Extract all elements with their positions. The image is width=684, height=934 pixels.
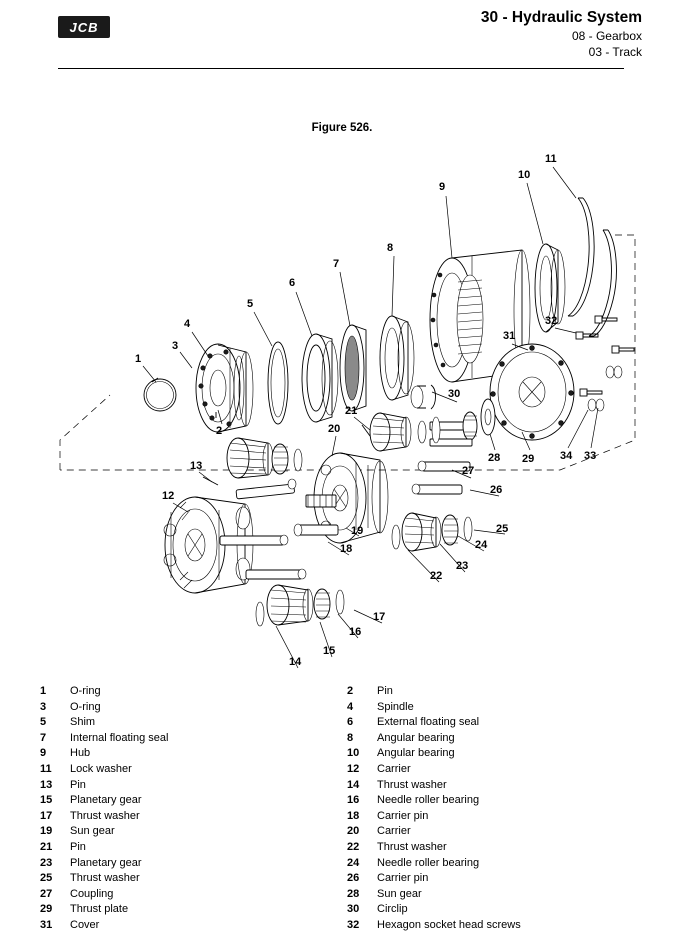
part-label: Needle roller bearing bbox=[377, 856, 480, 869]
part-label: Shim bbox=[70, 716, 96, 729]
part-label: Pin bbox=[70, 778, 86, 791]
svg-text:32: 32 bbox=[545, 315, 558, 327]
part-list-item bbox=[40, 840, 347, 856]
part-number: 5 bbox=[40, 716, 47, 729]
figure-caption: Figure 526. bbox=[311, 122, 373, 134]
svg-text:30: 30 bbox=[448, 388, 461, 400]
part-number: 30 bbox=[347, 903, 360, 916]
part-list-item bbox=[40, 762, 347, 778]
part-18-carrier-pin bbox=[220, 479, 296, 545]
part-label: Pin bbox=[377, 685, 393, 697]
svg-text:8: 8 bbox=[387, 242, 394, 254]
part-number: 4 bbox=[347, 700, 354, 713]
part-label: O-ring bbox=[70, 700, 101, 713]
part-label: Spindle bbox=[377, 700, 414, 713]
part-list-item bbox=[347, 824, 654, 840]
part-list-item bbox=[40, 746, 347, 762]
part-label: Angular bearing bbox=[377, 731, 455, 744]
svg-text:1: 1 bbox=[135, 353, 142, 365]
parts-list bbox=[40, 684, 654, 934]
page-subtitle-1: 08 - Gearbox bbox=[571, 29, 642, 43]
part-list-item bbox=[347, 871, 654, 887]
part-list-item bbox=[347, 793, 654, 809]
part-list-item bbox=[347, 856, 654, 872]
svg-text:4: 4 bbox=[184, 318, 191, 330]
part-label: External floating seal bbox=[377, 716, 480, 729]
svg-text:14: 14 bbox=[289, 656, 302, 668]
part-23-planetary-gear-upper bbox=[370, 413, 440, 451]
part-number: 31 bbox=[40, 918, 53, 931]
part-list-item bbox=[347, 902, 654, 918]
part-number: 12 bbox=[347, 762, 360, 775]
header-titles bbox=[40, 8, 644, 60]
part-label: Circlip bbox=[377, 903, 408, 916]
svg-text:25: 25 bbox=[496, 523, 509, 535]
part-list-item bbox=[40, 856, 347, 872]
svg-text:27: 27 bbox=[462, 465, 475, 477]
part-14-thrust-washer bbox=[256, 602, 264, 626]
part-16-needle-roller-bearing-upper bbox=[272, 444, 302, 474]
svg-text:16: 16 bbox=[349, 626, 362, 638]
svg-text:19: 19 bbox=[351, 525, 364, 537]
part-number: 24 bbox=[347, 856, 360, 869]
part-list-item bbox=[40, 684, 347, 700]
part-26-carrier-pin bbox=[246, 569, 306, 579]
part-label: Coupling bbox=[70, 887, 114, 900]
part-number: 11 bbox=[40, 762, 52, 775]
part-list-item bbox=[40, 731, 347, 747]
part-label: Carrier bbox=[377, 762, 411, 775]
parts-list-right-column bbox=[347, 684, 654, 934]
part-number: 23 bbox=[40, 856, 53, 869]
part-number: 9 bbox=[40, 747, 47, 760]
svg-text:11: 11 bbox=[545, 153, 557, 165]
part-number: 3 bbox=[40, 700, 47, 713]
part-list-item bbox=[40, 793, 347, 809]
svg-text:5: 5 bbox=[247, 298, 254, 310]
part-number: 19 bbox=[40, 825, 53, 838]
page-title: 30 - Hydraulic System bbox=[480, 9, 642, 26]
svg-text:24: 24 bbox=[475, 539, 488, 551]
part-4-spindle bbox=[196, 344, 253, 432]
part-17-thrust-washer bbox=[336, 590, 344, 614]
part-list-item bbox=[347, 762, 654, 778]
part-33-34-washers bbox=[588, 366, 622, 411]
part-list-item bbox=[40, 918, 347, 934]
part-number: 2 bbox=[347, 685, 354, 697]
part-label: Hub bbox=[70, 747, 91, 760]
svg-text:3: 3 bbox=[172, 340, 179, 352]
svg-text:29: 29 bbox=[522, 453, 535, 465]
part-number: 21 bbox=[40, 840, 53, 853]
part-22-thrust-washer bbox=[392, 525, 400, 549]
part-number: 22 bbox=[347, 840, 360, 853]
part-label: Pin bbox=[70, 840, 86, 853]
jcb-logo bbox=[58, 16, 110, 38]
part-23-planetary-gear-lower bbox=[402, 513, 441, 551]
svg-text:31: 31 bbox=[503, 330, 516, 342]
part-label: Needle roller bearing bbox=[377, 794, 480, 807]
part-list-item bbox=[347, 887, 654, 903]
part-31-cover bbox=[490, 344, 574, 440]
part-7-internal-floating-seal bbox=[340, 325, 366, 411]
svg-text:17: 17 bbox=[373, 611, 386, 623]
part-6-external-floating-seal bbox=[302, 334, 338, 422]
part-list-item bbox=[347, 731, 654, 747]
parts-list-left-column bbox=[40, 684, 347, 934]
page-header bbox=[40, 0, 644, 70]
part-number: 6 bbox=[347, 716, 354, 729]
part-label: Thrust washer bbox=[377, 778, 447, 791]
part-list-item bbox=[40, 700, 347, 716]
part-number: 1 bbox=[40, 685, 47, 697]
part-list-item bbox=[347, 778, 654, 794]
part-label: O-ring bbox=[70, 685, 101, 697]
part-label: Planetary gear bbox=[70, 856, 142, 869]
svg-text:34: 34 bbox=[560, 450, 573, 462]
part-label: Thrust plate bbox=[70, 903, 129, 916]
part-list-item bbox=[40, 887, 347, 903]
part-list-item bbox=[40, 809, 347, 825]
svg-text:7: 7 bbox=[333, 258, 340, 270]
part-label: Angular bearing bbox=[377, 747, 455, 760]
part-number: 7 bbox=[40, 731, 47, 744]
svg-text:28: 28 bbox=[488, 452, 501, 464]
svg-text:21: 21 bbox=[345, 405, 358, 417]
part-5-shim bbox=[268, 342, 288, 424]
part-24-needle-roller-bearing bbox=[442, 515, 458, 545]
part-label: Planetary gear bbox=[70, 794, 142, 807]
part-label: Cover bbox=[70, 918, 100, 931]
part-30-circlip bbox=[411, 385, 436, 409]
part-list-item bbox=[347, 684, 654, 700]
svg-text:9: 9 bbox=[439, 181, 446, 193]
part-list-item bbox=[347, 746, 654, 762]
part-list-item bbox=[40, 778, 347, 794]
part-number: 8 bbox=[347, 731, 354, 744]
part-label: Thrust washer bbox=[70, 809, 140, 822]
part-label: Hexagon socket head screws bbox=[377, 918, 521, 931]
part-list-item bbox=[347, 715, 654, 731]
part-label: Internal floating seal bbox=[70, 731, 169, 744]
part-list-item bbox=[40, 902, 347, 918]
part-label: Lock washer bbox=[70, 762, 132, 775]
part-number: 18 bbox=[347, 809, 360, 822]
part-label: Thrust washer bbox=[70, 872, 140, 885]
part-16-needle-roller-bearing-lower bbox=[314, 589, 330, 619]
page-subtitle-2: 03 - Track bbox=[588, 45, 642, 59]
svg-text:22: 22 bbox=[430, 570, 443, 582]
part-number: 17 bbox=[40, 809, 53, 822]
part-number: 16 bbox=[347, 794, 360, 807]
part-label: Carrier pin bbox=[377, 809, 429, 822]
part-number: 14 bbox=[347, 778, 360, 791]
part-list-item bbox=[40, 871, 347, 887]
part-list-item bbox=[347, 918, 654, 934]
part-number: 20 bbox=[347, 825, 360, 838]
part-list-item bbox=[40, 715, 347, 731]
exploded-view-diagram bbox=[40, 140, 644, 680]
svg-text:15: 15 bbox=[323, 645, 336, 657]
svg-text:26: 26 bbox=[490, 484, 503, 496]
part-29-thrust-plate bbox=[481, 399, 495, 435]
svg-text:13: 13 bbox=[190, 460, 203, 472]
part-number: 32 bbox=[347, 918, 360, 931]
part-number: 25 bbox=[40, 872, 53, 885]
svg-text:18: 18 bbox=[340, 543, 353, 555]
part-number: 10 bbox=[347, 747, 360, 760]
part-32-hexagon-socket-head-screws bbox=[576, 316, 634, 396]
part-15-planetary-gear-lower bbox=[267, 585, 313, 625]
part-number: 27 bbox=[40, 887, 53, 900]
part-15-planetary-gear-upper bbox=[227, 438, 273, 478]
part-11-lock-washer bbox=[568, 198, 616, 336]
svg-text:23: 23 bbox=[456, 560, 469, 572]
part-number: 28 bbox=[347, 887, 360, 900]
svg-text:2: 2 bbox=[216, 425, 223, 437]
part-list-item bbox=[40, 824, 347, 840]
part-label: Sun gear bbox=[70, 825, 115, 838]
jcb-logo-text: JCB bbox=[69, 19, 99, 35]
part-label: Thrust washer bbox=[377, 840, 447, 853]
part-list-item bbox=[347, 840, 654, 856]
svg-text:20: 20 bbox=[328, 423, 341, 435]
part-label: Carrier pin bbox=[377, 872, 429, 885]
part-list-item bbox=[347, 809, 654, 825]
part-label: Carrier bbox=[377, 825, 411, 838]
part-label: Sun gear bbox=[377, 887, 422, 900]
part-number: 26 bbox=[347, 872, 360, 885]
part-list-item bbox=[347, 700, 654, 716]
part-25-thrust-washer bbox=[464, 517, 472, 541]
svg-text:10: 10 bbox=[518, 169, 531, 181]
part-1-oring bbox=[144, 378, 176, 411]
part-number: 15 bbox=[40, 794, 53, 807]
svg-text:33: 33 bbox=[584, 450, 597, 462]
part-number: 29 bbox=[40, 903, 53, 916]
part-8-angular-bearing bbox=[380, 316, 414, 400]
part-number: 13 bbox=[40, 778, 53, 791]
svg-text:12: 12 bbox=[162, 490, 175, 502]
header-divider bbox=[58, 68, 624, 69]
diagram-svg bbox=[40, 140, 644, 680]
svg-text:6: 6 bbox=[289, 277, 296, 289]
